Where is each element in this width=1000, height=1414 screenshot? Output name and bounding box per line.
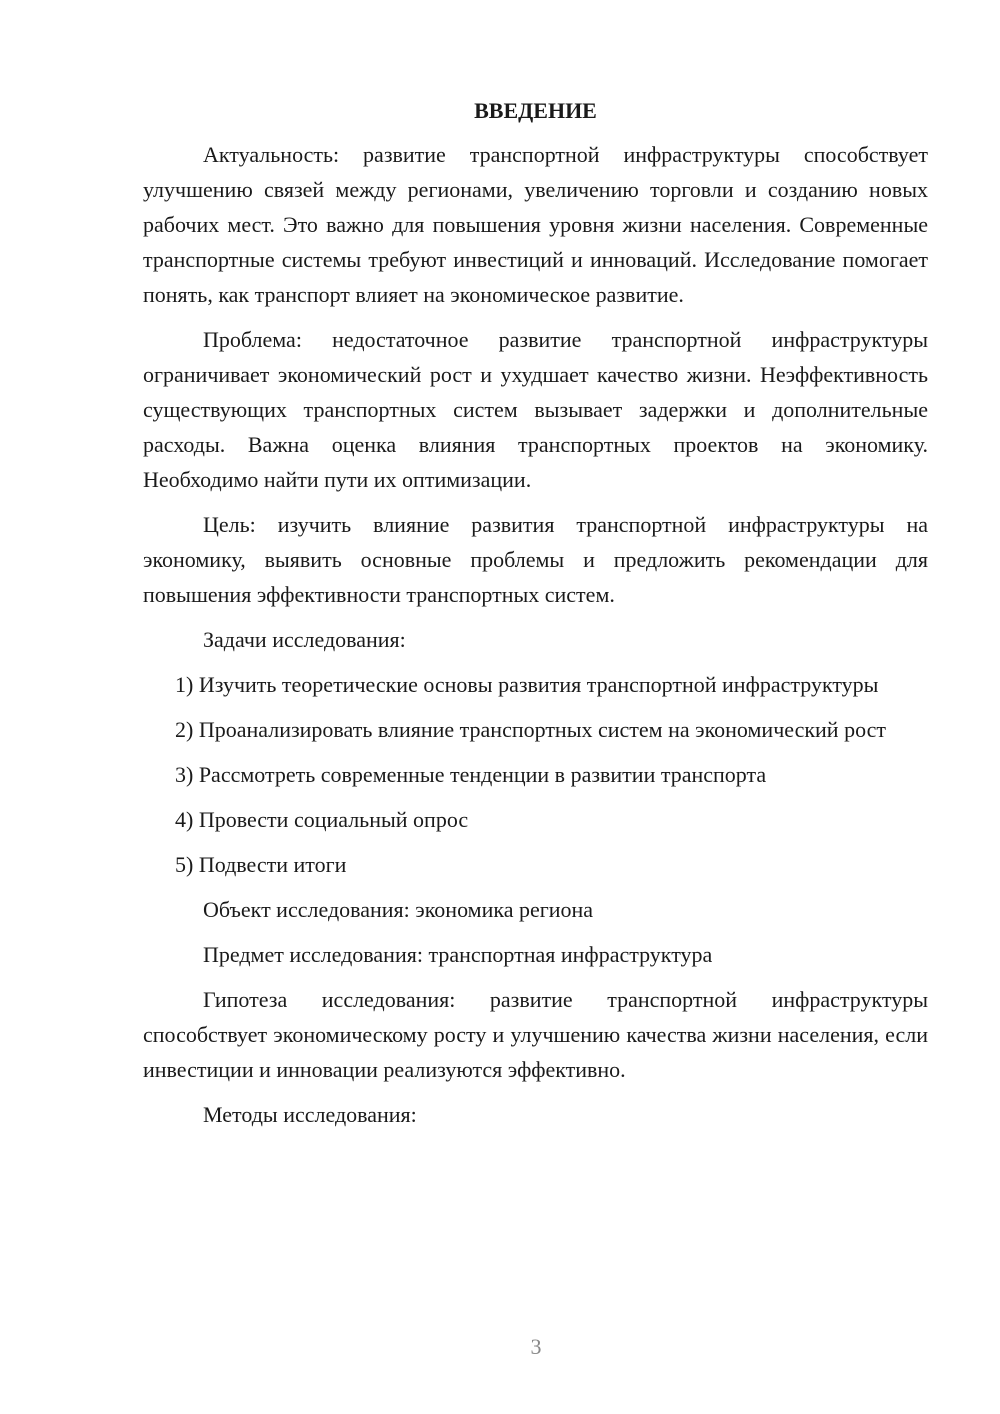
problem-paragraph: Проблема: недостаточное развитие транспортной инфраструктуры ограничивает экономический рост и ухудшает качество жизни. Неэффективность существующих транспортных систем вызывает задержки и дополнительные расходы. Важна оценка влияния транспортных проектов на экономику. Необходимо найти пути их оптимизации. — [143, 327, 928, 492]
task-item-3: 3) Рассмотреть современные тенденции в развитии транспорта — [175, 762, 767, 787]
page-number: 3 — [530, 1334, 542, 1359]
hypothesis-paragraph: Гипотеза исследования: развитие транспортной инфраструктуры способствует экономическому росту и улучшению качества жизни населения, если инвестиции и инновации реализуются эффективно. — [143, 987, 928, 1082]
object-paragraph: Объект исследования: экономика региона — [203, 897, 594, 922]
goal-paragraph: Цель: изучить влияние развития транспортной инфраструктуры на экономику, выявить основные проблемы и предложить рекомендации для повышения эффективности транспортных систем. — [143, 512, 928, 607]
task-item-1: 1) Изучить теоретические основы развития транспортной инфраструктуры — [175, 672, 879, 697]
methods-heading: Методы исследования: — [203, 1102, 417, 1127]
page-title: ВВЕДЕНИЕ — [474, 98, 597, 123]
task-item-2: 2) Проанализировать влияние транспортных систем на экономический рост — [175, 717, 886, 742]
document-page — [143, 95, 928, 1142]
subject-paragraph: Предмет исследования: транспортная инфраструктура — [203, 942, 713, 967]
tasks-heading: Задачи исследования: — [203, 627, 406, 652]
task-item-5: 5) Подвести итоги — [175, 852, 347, 877]
task-item-4: 4) Провести социальный опрос — [175, 807, 469, 832]
relevance-paragraph: Актуальность: развитие транспортной инфраструктуры способствует улучшению связей между регионами, увеличению торговли и созданию новых рабочих мест. Это важно для повышения уровня жизни населения. Современные транспортные системы требуют инвестиций и инноваций. Исследование помогает понять, как транспорт влияет на экономическое развитие. — [143, 142, 928, 307]
